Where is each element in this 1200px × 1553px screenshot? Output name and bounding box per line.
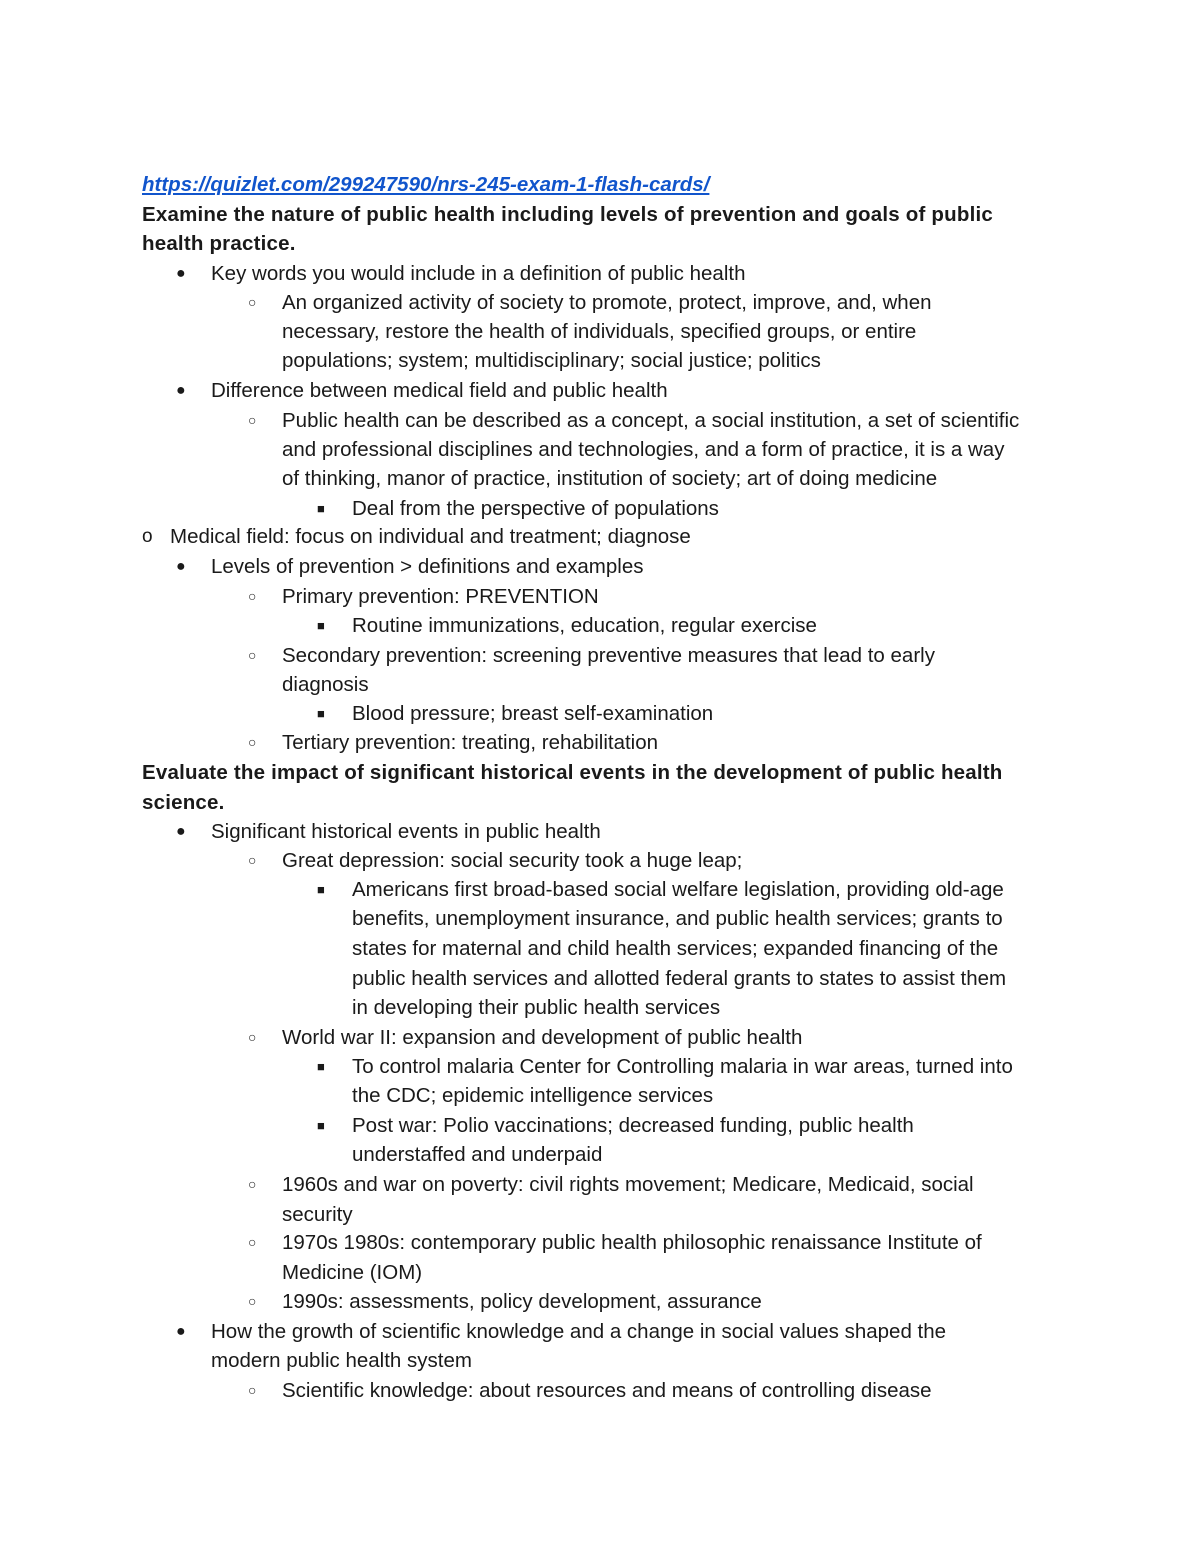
- events-bullet: Significant historical events in public health: [211, 820, 601, 843]
- ww2-malaria-line: To control malaria Center for Controlling malaria in war areas, turned into: [352, 1055, 1013, 1078]
- difference-bullet: Difference between medical field and public health: [211, 379, 668, 402]
- ww2-malaria-line: the CDC; epidemic intelligence services: [352, 1084, 714, 1107]
- seventies-line: Medicine (IOM): [282, 1261, 423, 1284]
- bullet-square-icon: ■: [317, 1059, 325, 1074]
- tertiary-prevention: Tertiary prevention: treating, rehabilitation: [282, 731, 659, 754]
- ww2-postwar-line: Post war: Polio vaccinations; decreased funding, public health: [352, 1114, 914, 1137]
- keywords-sub-line: populations; system; multidisciplinary; social justice; politics: [282, 349, 821, 372]
- bullet-circle-icon: ○: [248, 852, 257, 868]
- bullet-square-icon: ■: [317, 706, 325, 721]
- bullet-dot-icon: ●: [176, 823, 186, 840]
- scientific-knowledge: Scientific knowledge: about resources and means of controlling disease: [282, 1379, 932, 1402]
- keywords-sub-line: An organized activity of society to promote, protect, improve, and, when: [282, 291, 932, 314]
- keywords-sub-line: necessary, restore the health of individuals, specified groups, or entire: [282, 320, 917, 343]
- keywords-bullet: Key words you would include in a definition of public health: [211, 262, 746, 285]
- bullet-dot-icon: ●: [176, 558, 186, 575]
- secondary-example: Blood pressure; breast self-examination: [352, 702, 714, 725]
- bullet-circle-icon: ○: [248, 1234, 257, 1250]
- bullet-square-icon: ■: [317, 501, 325, 516]
- quizlet-link[interactable]: https://quizlet.com/299247590/nrs-245-exam-1-flash-cards/: [142, 173, 710, 196]
- growth-bullet-line: modern public health system: [211, 1349, 472, 1372]
- great-depression: Great depression: social security took a huge leap;: [282, 849, 743, 872]
- bullet-letter-o-icon: o: [142, 526, 153, 547]
- bullet-dot-icon: ●: [176, 265, 186, 282]
- bullet-circle-icon: ○: [248, 588, 257, 604]
- primary-prevention: Primary prevention: PREVENTION: [282, 585, 599, 608]
- bullet-dot-icon: ●: [176, 382, 186, 399]
- growth-bullet-line: How the growth of scientific knowledge and a change in social values shaped the: [211, 1320, 947, 1343]
- world-war-two: World war II: expansion and development of public health: [282, 1026, 803, 1049]
- section1-heading-line1: Examine the nature of public health including levels of prevention and goals of public: [142, 203, 993, 226]
- difference-sub-line: Public health can be described as a concept, a social institution, a set of scientific: [282, 409, 1020, 432]
- bullet-circle-icon: ○: [248, 1176, 257, 1192]
- bullet-square-icon: ■: [317, 882, 325, 897]
- depression-detail-line: states for maternal and child health services; expanded financing of the: [352, 937, 999, 960]
- bullet-square-icon: ■: [317, 1118, 325, 1133]
- medical-field-item: Medical field: focus on individual and treatment; diagnose: [170, 525, 691, 548]
- section2-heading-line2: science.: [142, 791, 225, 814]
- bullet-dot-icon: ●: [176, 1323, 186, 1340]
- seventies-line: 1970s 1980s: contemporary public health philosophic renaissance Institute of: [282, 1231, 982, 1254]
- ww2-postwar-line: understaffed and underpaid: [352, 1143, 603, 1166]
- depression-detail-line: in developing their public health services: [352, 996, 721, 1019]
- bullet-circle-icon: ○: [248, 412, 257, 428]
- secondary-prevention: Secondary prevention: screening preventive measures that lead to early: [282, 644, 935, 667]
- depression-detail-line: benefits, unemployment insurance, and public health services; grants to: [352, 907, 1003, 930]
- primary-example: Routine immunizations, education, regular exercise: [352, 614, 817, 637]
- bullet-circle-icon: ○: [248, 294, 257, 310]
- nineties-line: 1990s: assessments, policy development, assurance: [282, 1290, 762, 1313]
- levels-bullet: Levels of prevention > definitions and examples: [211, 555, 644, 578]
- section2-heading-line1: Evaluate the impact of significant historical events in the development of public health: [142, 761, 1003, 784]
- bullet-square-icon: ■: [317, 618, 325, 633]
- section1-heading-line2: health practice.: [142, 232, 296, 255]
- sixties-line: 1960s and war on poverty: civil rights movement; Medicare, Medicaid, social: [282, 1173, 974, 1196]
- populations-item: Deal from the perspective of populations: [352, 497, 719, 520]
- depression-detail-line: public health services and allotted federal grants to states to assist them: [352, 967, 1007, 990]
- bullet-circle-icon: ○: [248, 1382, 257, 1398]
- bullet-circle-icon: ○: [248, 1029, 257, 1045]
- secondary-prevention: diagnosis: [282, 673, 369, 696]
- depression-detail-line: Americans first broad-based social welfare legislation, providing old-age: [352, 878, 1004, 901]
- bullet-circle-icon: ○: [248, 647, 257, 663]
- bullet-circle-icon: ○: [248, 1293, 257, 1309]
- bullet-circle-icon: ○: [248, 734, 257, 750]
- difference-sub-line: and professional disciplines and technologies, and a form of practice, it is a way: [282, 438, 1005, 461]
- difference-sub-line: of thinking, manor of practice, institution of society; art of doing medicine: [282, 467, 938, 490]
- sixties-line: security: [282, 1203, 353, 1226]
